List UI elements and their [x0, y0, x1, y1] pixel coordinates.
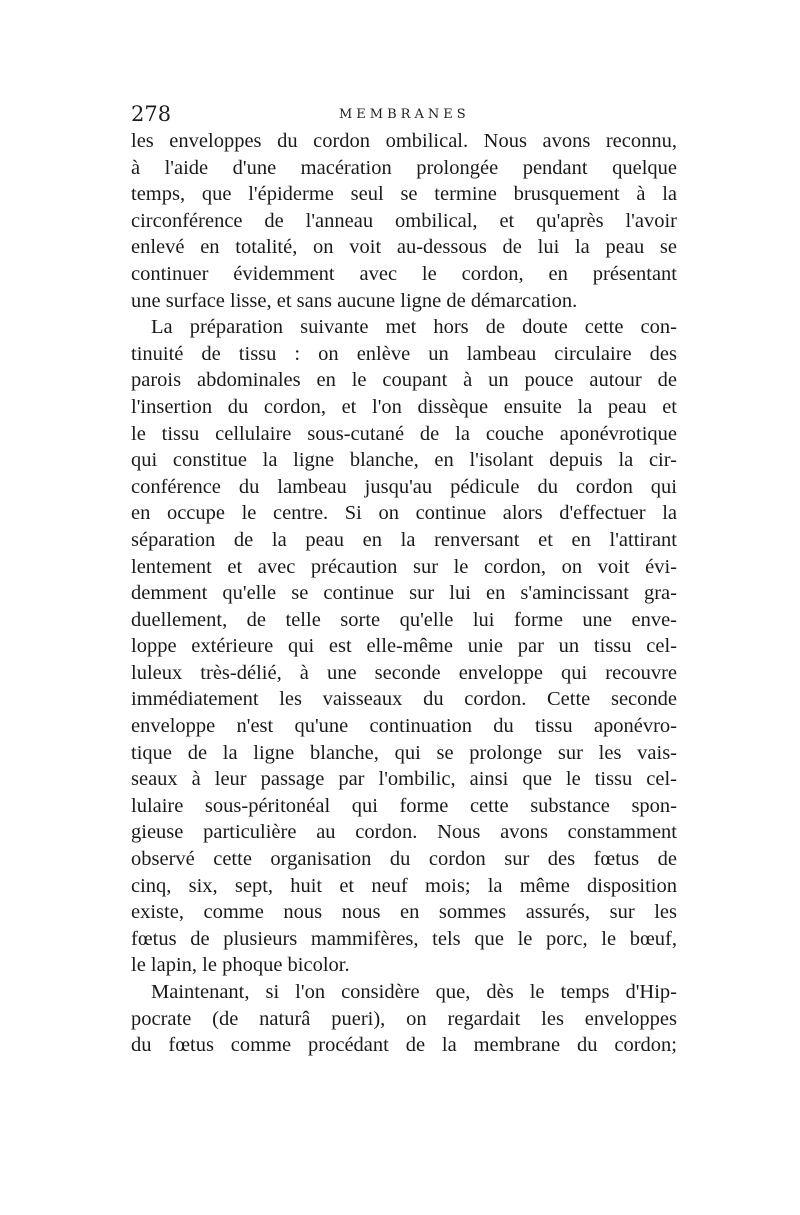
text-line: demment qu'elle se continue sur lui en s'amincissant gra- [131, 582, 677, 605]
text-line: circonférence de l'anneau ombilical, et qu'après l'avoir [131, 209, 677, 232]
text-line: tique de la ligne blanche, qui se prolonge sur les vais- [131, 741, 677, 764]
text-line: une surface lisse, et sans aucune ligne de démarcation. [131, 289, 578, 312]
text-line: luleux très-délié, à une seconde enveloppe qui recouvre [131, 661, 677, 684]
paragraph-3 [131, 979, 677, 1059]
text-line: loppe extérieure qui est elle-même unie par un tissu cel- [131, 635, 677, 658]
paragraph-1 [131, 128, 677, 314]
text-line: enlevé en totalité, on voit au-dessous de lui la peau se [131, 236, 677, 259]
text-line: cinq, six, sept, huit et neuf mois; la même disposition [131, 874, 677, 897]
text-line: temps, que l'épiderme seul se termine brusquement à la [131, 183, 677, 206]
text-line: du fœtus comme procédant de la membrane du cordon; [131, 1034, 677, 1057]
text-line: lulaire sous-péritonéal qui forme cette substance spon- [131, 794, 677, 817]
text-line: conférence du lambeau jusqu'au pédicule du cordon qui [131, 475, 677, 498]
running-title: MEMBRANES [339, 107, 470, 122]
text-line: le tissu cellulaire sous-cutané de la couche aponévrotique [131, 422, 677, 445]
text-line: qui constitue la ligne blanche, en l'isolant depuis la cir- [131, 449, 677, 472]
text-line: les enveloppes du cordon ombilical. Nous avons reconnu, [131, 130, 677, 152]
page-number: 278 [131, 102, 172, 126]
page-header [131, 101, 677, 127]
text-line: duellement, de telle sorte qu'elle lui forme une enve- [131, 608, 677, 631]
text-line: continuer évidemment avec le cordon, en présentant [131, 262, 677, 285]
text-line: en occupe le centre. Si on continue alors d'effectuer la [131, 502, 677, 525]
text-line: gieuse particulière au cordon. Nous avons constamment [131, 821, 677, 844]
text-line: Maintenant, si l'on considère que, dès le temps d'Hip- [151, 981, 677, 1003]
text-line: l'insertion du cordon, et l'on dissèque ensuite la peau et [131, 395, 677, 418]
text-line: pocrate (de naturâ pueri), on regardait les enveloppes [131, 1007, 677, 1030]
text-line: le lapin, le phoque bicolor. [131, 954, 350, 977]
text-line: fœtus de plusieurs mammifères, tels que le porc, le bœuf, [131, 927, 677, 950]
text-line: enveloppe n'est qu'une continuation du tissu aponévro- [131, 715, 677, 738]
paragraph-2 [131, 314, 677, 979]
text-line: immédiatement les vaisseaux du cordon. Cette seconde [131, 688, 677, 711]
text-line: parois abdominales en le coupant à un pouce autour de [131, 369, 677, 392]
text-line: tinuité de tissu : on enlève un lambeau circulaire des [131, 342, 677, 365]
text-line: observé cette organisation du cordon sur des fœtus de [131, 848, 677, 871]
text-line: existe, comme nous nous en sommes assurés, sur les [131, 901, 677, 924]
text-line: séparation de la peau en la renversant et en l'attirant [131, 528, 677, 551]
page-body [131, 128, 677, 1059]
text-line: seaux à leur passage par l'ombilic, ainsi que le tissu cel- [131, 768, 677, 791]
text-line: La préparation suivante met hors de doute cette con- [151, 316, 677, 339]
text-line: lentement et avec précaution sur le cordon, on voit évi- [131, 555, 677, 578]
text-line: à l'aide d'une macération prolongée pendant quelque [131, 156, 677, 179]
